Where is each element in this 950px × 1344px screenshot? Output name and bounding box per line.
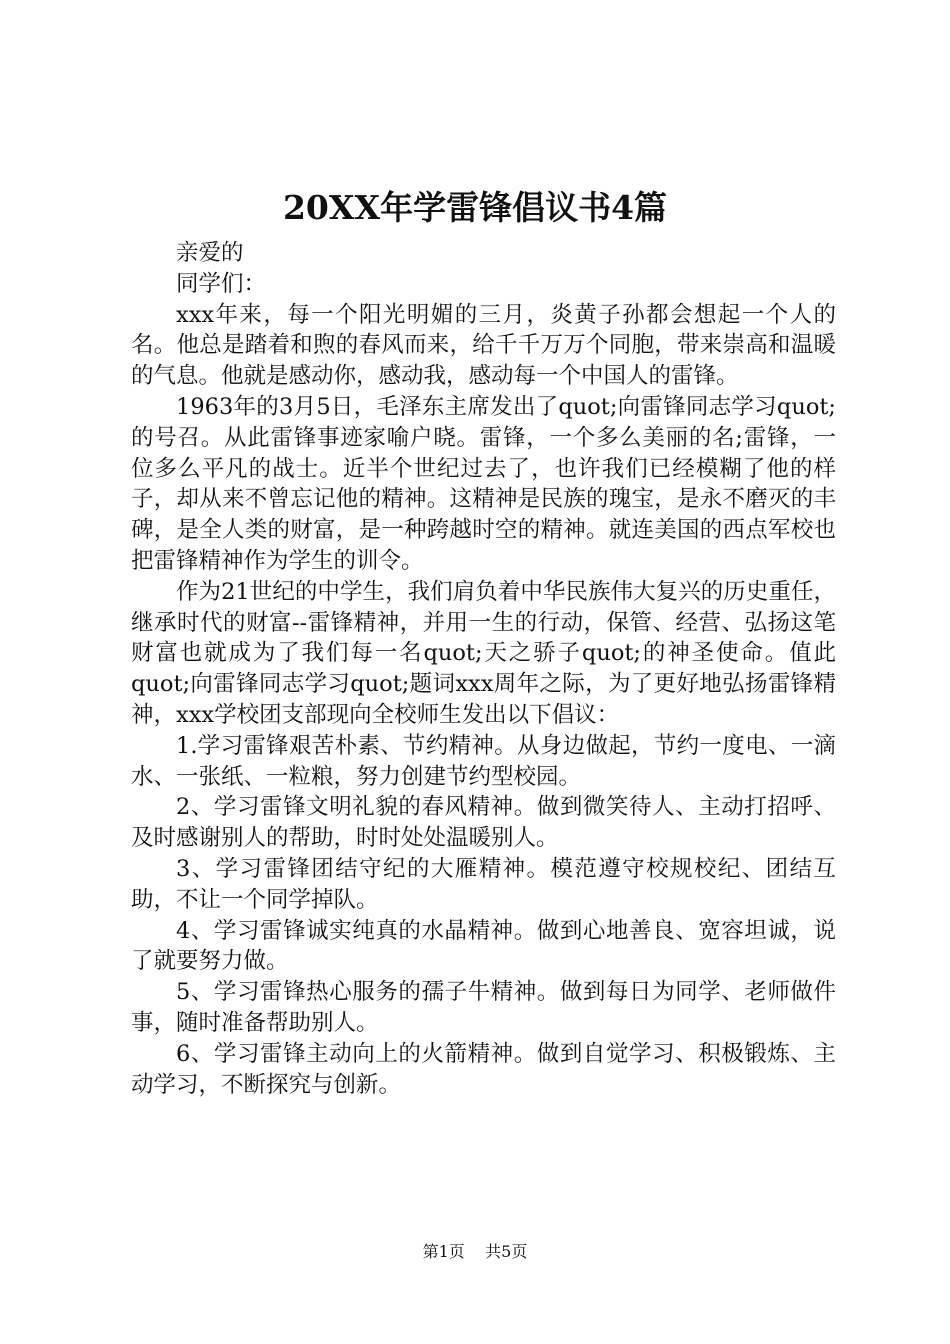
salutation-line-2: 同学们： <box>176 270 267 297</box>
salutation-line-1: 亲爱的 <box>176 240 244 266</box>
proposal-item-1: 1.学习雷锋艰苦朴素、节约精神。从身边做起，节约一度电、一滴水、一张纸、一粒粮，努力创建节约型校园。 <box>131 732 836 790</box>
document-title: 20XX年学雷锋倡议书4篇 <box>282 188 668 227</box>
paragraph-mission: 作为21世纪的中学生，我们肩负着中华民族伟大复兴的历史重任，继承时代的财富--雷锋精神，并用一生的行动，保管、经营、弘扬这笔财富也就成为了我们每一名quot;天之骄子quot;的神圣使命。值此quot;向雷锋同志学习quot;题词xxx周年之际，为了更好地弘扬雷锋精神，xxx学校团支部现向全校师生发出以下倡议： <box>131 578 836 728</box>
page-footer <box>0 1240 950 1264</box>
proposal-item-2: 2、学习雷锋文明礼貌的春风精神。做到微笑待人、主动打招呼、及时感谢别人的帮助，时时处处温暖别人。 <box>131 794 836 852</box>
paragraph-history: 1963年的3月5日，毛泽东主席发出了quot;向雷锋同志学习quot;的号召。从此雷锋事迹家喻户晓。雷锋，一个多么美丽的名;雷锋，一位多么平凡的战士。近半个世纪过去了，也许我们已经模糊了他的样子，却从来不曾忘记他的精神。这精神是民族的瑰宝，是永不磨灭的丰碑，是全人类的财富，是一种跨越时空的精神。就连美国的西点军校也把雷锋精神作为学生的训令。 <box>131 393 836 574</box>
proposal-item-3: 3、学习雷锋团结守纪的大雁精神。模范遵守校规校纪、团结互助，不让一个同学掉队。 <box>131 855 836 913</box>
document-body <box>131 238 836 1100</box>
proposal-item-6: 6、学习雷锋主动向上的火箭精神。做到自觉学习、积极锻炼、主动学习，不断探究与创新。 <box>131 1040 836 1098</box>
page-total: 共5页 <box>485 1242 528 1261</box>
paragraph-intro: xxx年来，每一个阳光明媚的三月，炎黄子孙都会想起一个人的名。他总是踏着和煦的春风而来，给千千万万个同胞，带来崇高和温暖的气息。他就是感动你，感动我，感动每一个中国人的雷锋。 <box>131 301 836 390</box>
page-number: 第1页 <box>422 1242 465 1261</box>
proposal-item-5: 5、学习雷锋热心服务的孺子牛精神。做到每日为同学、老师做件事，随时准备帮助别人。 <box>131 979 836 1036</box>
proposal-item-4: 4、学习雷锋诚实纯真的水晶精神。做到心地善良、宽容坦诚，说了就要努力做。 <box>131 917 836 975</box>
